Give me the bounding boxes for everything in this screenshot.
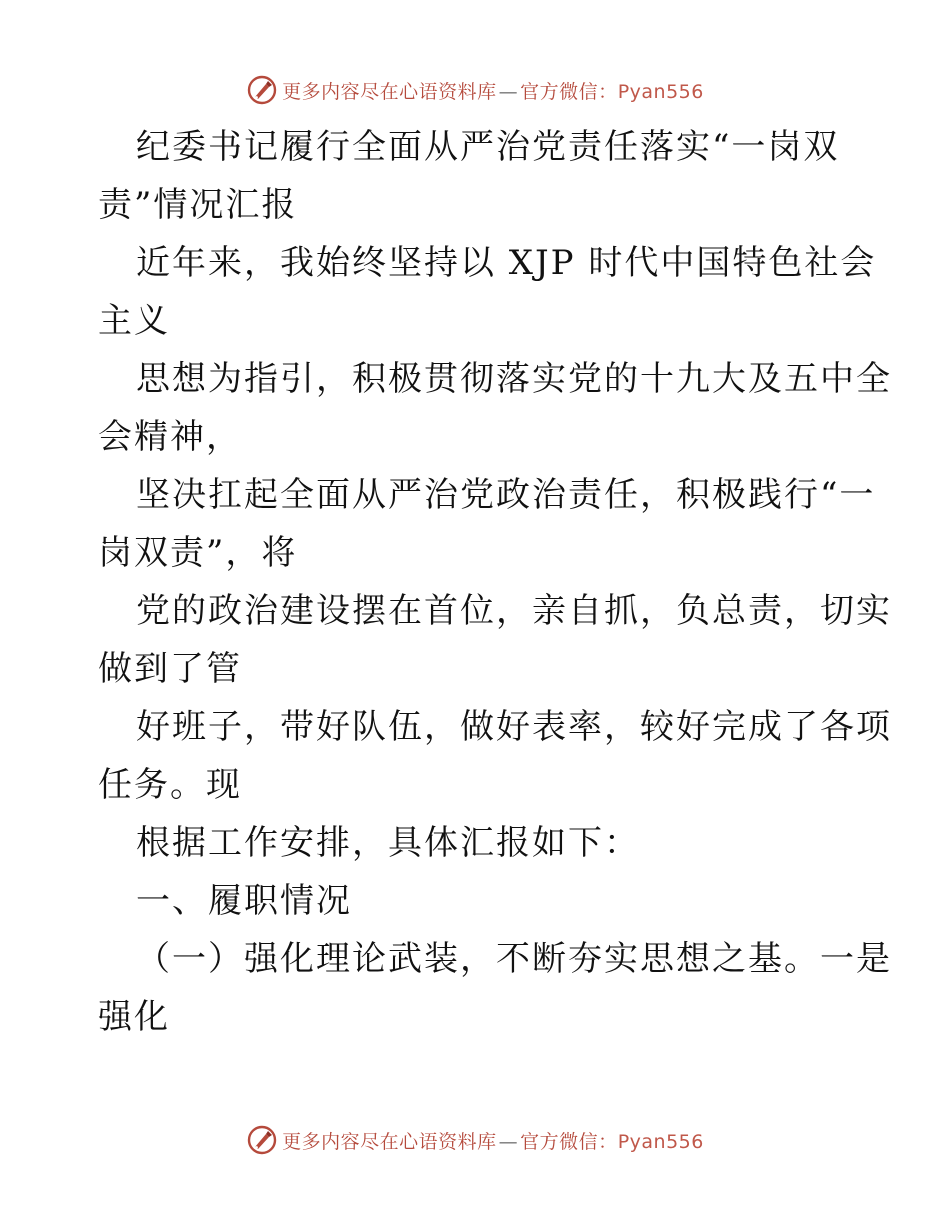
doc-line-1: 纪委书记履行全面从严治党责任落实“一岗双 (136, 127, 840, 167)
section-heading: 一、履职情况 (136, 881, 352, 921)
doc-line-11: 好班子，带好队伍，做好表率，较好完成了各项 (136, 707, 892, 747)
watermark-text (282, 1127, 704, 1154)
watermark-handle: Pyan556 (617, 1130, 704, 1153)
header-watermark (0, 72, 950, 108)
doc-line-5: 思想为指引，积极贯彻落实党的十九大及五中全 (136, 359, 892, 399)
document-body (98, 118, 892, 1046)
doc-line-8: 岗双责”，将 (98, 533, 298, 573)
watermark-label: 官方微信： (520, 1130, 618, 1153)
doc-line-7: 坚决扛起全面从严治党政治责任，积极践行“一 (136, 475, 876, 515)
watermark-text (282, 77, 704, 104)
footer-watermark (0, 1122, 950, 1158)
doc-line-3: 近年来，我始终坚持以 XJP 时代中国特色社会 (136, 243, 877, 283)
watermark-separator: — (498, 1130, 519, 1153)
doc-line-2: 责”情况汇报 (98, 185, 298, 225)
doc-line-4: 主义 (98, 301, 170, 341)
doc-line-6: 会精神， (98, 417, 242, 457)
watermark-handle: Pyan556 (617, 80, 704, 103)
doc-line-13: 根据工作安排，具体汇报如下： (136, 823, 640, 863)
watermark-label: 官方微信： (520, 80, 618, 103)
doc-line-12: 任务。现 (98, 765, 242, 805)
watermark-separator: — (498, 80, 519, 103)
doc-line-16: 强化 (98, 997, 170, 1037)
watermark-brand: 更多内容尽在心语资料库 (282, 80, 497, 103)
watermark-brand: 更多内容尽在心语资料库 (282, 1130, 497, 1153)
pen-circle-logo-icon (246, 1124, 278, 1156)
doc-line-10: 做到了管 (98, 649, 242, 689)
doc-line-9: 党的政治建设摆在首位，亲自抓，负总责，切实 (136, 591, 892, 631)
pen-circle-logo-icon (246, 74, 278, 106)
doc-line-15: （一）强化理论武装，不断夯实思想之基。一是 (136, 939, 892, 979)
